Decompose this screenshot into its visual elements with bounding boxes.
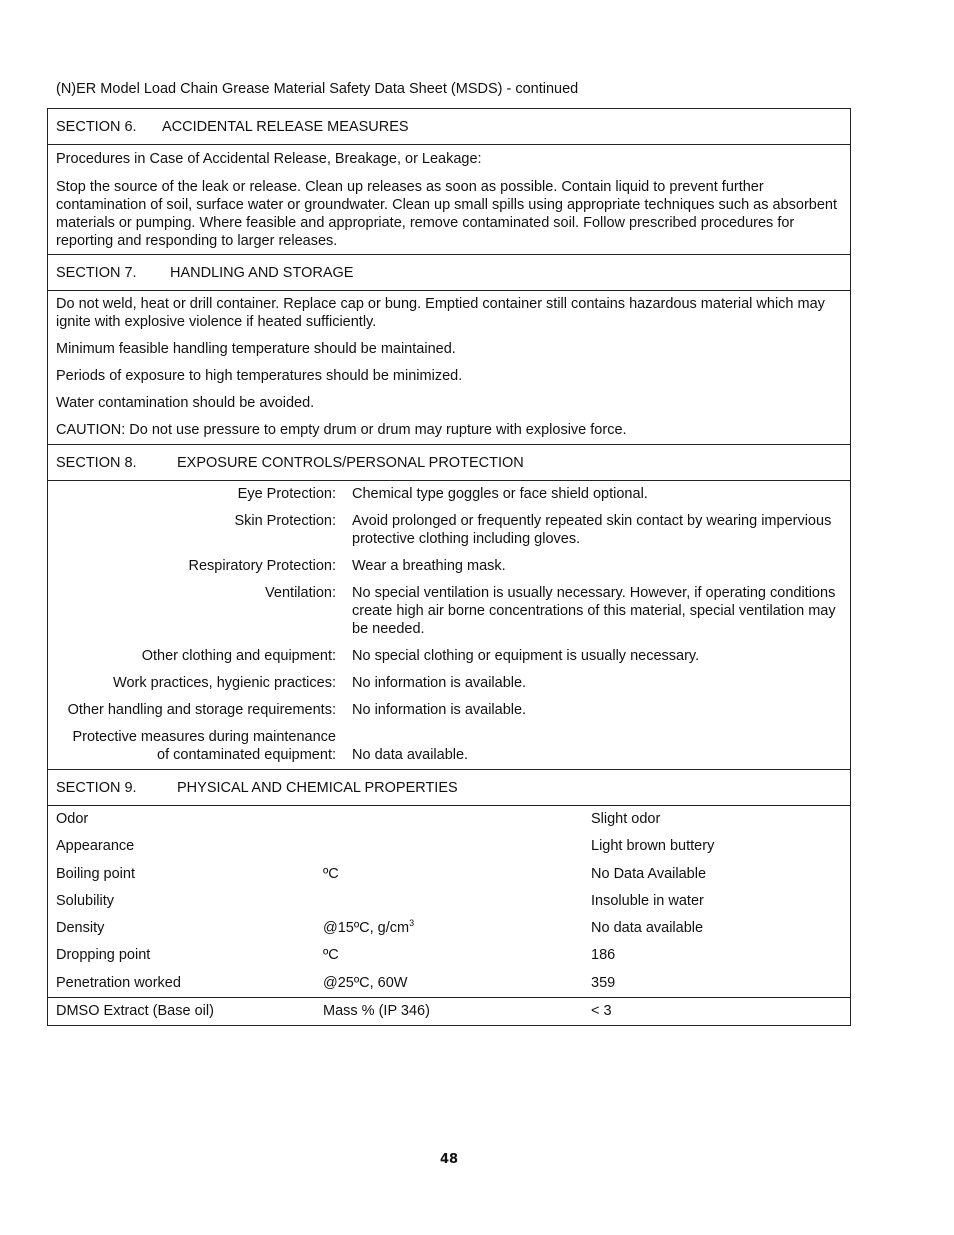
property-row (56, 946, 842, 973)
property-value: < 3 (591, 1003, 612, 1020)
section-7-paragraph: CAUTION: Do not use pressure to empty drum or drum may rupture with explosive force. (56, 422, 627, 438)
property-name: Odor (56, 811, 89, 827)
property-name: Dropping point (56, 947, 151, 964)
property-condition (323, 919, 591, 937)
protection-label-line: of contaminated equipment: (157, 747, 336, 763)
protection-row (56, 557, 842, 575)
property-value: No data available (591, 920, 704, 937)
protection-row (56, 485, 842, 503)
protection-label: Eye Protection: (237, 486, 336, 502)
protection-row (56, 584, 842, 638)
protection-label-line: Protective measures during maintenance (72, 729, 336, 745)
protection-label: Skin Protection: (234, 513, 336, 529)
property-row-dmso (48, 998, 850, 1025)
property-value: Light brown buttery (591, 838, 715, 855)
section-8-header (48, 445, 850, 481)
section-7-paragraph: Do not weld, heat or drill container. Replace cap or bung. Emptied container still contains hazardous material which may ignite with explosive violence if heated sufficiently. (56, 296, 825, 330)
property-condition: @25ºC, 60W (323, 974, 408, 991)
protection-row (56, 728, 842, 764)
property-value: 186 (591, 947, 616, 964)
property-name: Boiling point (56, 865, 135, 882)
property-condition: Mass % (IP 346) (323, 1003, 430, 1020)
section-7-title: HANDLING AND STORAGE (170, 264, 354, 281)
property-name: Appearance (56, 838, 135, 855)
property-name: Density (56, 920, 105, 937)
protection-label (56, 728, 336, 764)
property-row (56, 865, 842, 892)
property-name: DMSO Extract (Base oil) (56, 1003, 214, 1020)
protection-label: Other clothing and equipment: (141, 648, 336, 664)
protection-label: Ventilation: (265, 585, 336, 601)
section-6-header (48, 109, 850, 145)
section-7-paragraph: Water contamination should be avoided. (56, 395, 315, 411)
protection-label: Other handling and storage requirements: (67, 702, 336, 718)
section-9-title: PHYSICAL AND CHEMICAL PROPERTIES (177, 779, 458, 796)
section-8-body (48, 481, 850, 770)
property-row (56, 919, 842, 946)
page-number: 48 (439, 1152, 459, 1167)
protection-label: Respiratory Protection: (188, 558, 336, 574)
protection-value: No data available. (352, 747, 469, 763)
protection-value: Chemical type goggles or face shield optional. (352, 486, 648, 502)
protection-label: Work practices, hygienic practices: (113, 675, 336, 691)
section-6-intro: Procedures in Case of Accidental Release, Breakage, or Leakage: (56, 151, 482, 167)
property-value: No Data Available (591, 865, 707, 882)
section-6-title: ACCIDENTAL RELEASE MEASURES (162, 118, 409, 135)
protection-value: No special clothing or equipment is usually necessary. (352, 648, 700, 664)
protection-value: No information is available. (352, 702, 527, 718)
property-value: Insoluble in water (591, 892, 704, 909)
protection-row (56, 647, 842, 665)
section-9-number: SECTION 9. (56, 779, 137, 796)
section-6-text: Stop the source of the leak or release. Clean up releases as soon as possible. Contain liquid to prevent further contamination of soil, surface water or groundwater. Clean up small spills using appropriate techniques such as absorbent materials or pumping. Where feasible and appropriate, remove contaminated soil. Follow prescribed procedures for reporting and responding to larger releases. (56, 179, 838, 249)
property-name: Solubility (56, 892, 115, 909)
property-row (56, 837, 842, 864)
property-row (56, 974, 842, 992)
document-title: (N)ER Model Load Chain Grease Material Safety Data Sheet (MSDS) - continued (56, 81, 579, 97)
property-value: 359 (591, 974, 616, 991)
property-condition: ºC (323, 947, 339, 964)
property-name: Penetration worked (56, 974, 181, 991)
section-7-number: SECTION 7. (56, 264, 137, 281)
section-8-title: EXPOSURE CONTROLS/PERSONAL PROTECTION (177, 454, 524, 471)
protection-row (56, 701, 842, 719)
msds-table (47, 108, 851, 1026)
section-7-paragraph: Periods of exposure to high temperatures should be minimized. (56, 368, 463, 384)
section-7-body (48, 291, 850, 445)
superscript: 3 (409, 918, 415, 929)
section-8-number: SECTION 8. (56, 454, 137, 471)
protection-value: No information is available. (352, 675, 527, 691)
property-row (56, 810, 842, 837)
property-condition-text: @15ºC, g/cm (323, 920, 410, 937)
property-row (56, 892, 842, 919)
protection-value: No special ventilation is usually necessary. However, if operating conditions create high air borne concentrations of this material, special ventilation may be needed. (352, 585, 836, 637)
protection-value: Wear a breathing mask. (352, 558, 506, 574)
section-6-body (48, 145, 850, 255)
section-7-header (48, 255, 850, 291)
protection-row (56, 674, 842, 692)
protection-row (56, 512, 842, 548)
section-9-body (48, 806, 850, 998)
section-6-number: SECTION 6. (56, 118, 137, 135)
section-9-header (48, 770, 850, 806)
protection-value: Avoid prolonged or frequently repeated skin contact by wearing impervious protective clothing including gloves. (352, 513, 832, 547)
section-7-paragraph: Minimum feasible handling temperature should be maintained. (56, 341, 456, 357)
property-condition: ºC (323, 865, 339, 882)
property-value: Slight odor (591, 811, 661, 827)
